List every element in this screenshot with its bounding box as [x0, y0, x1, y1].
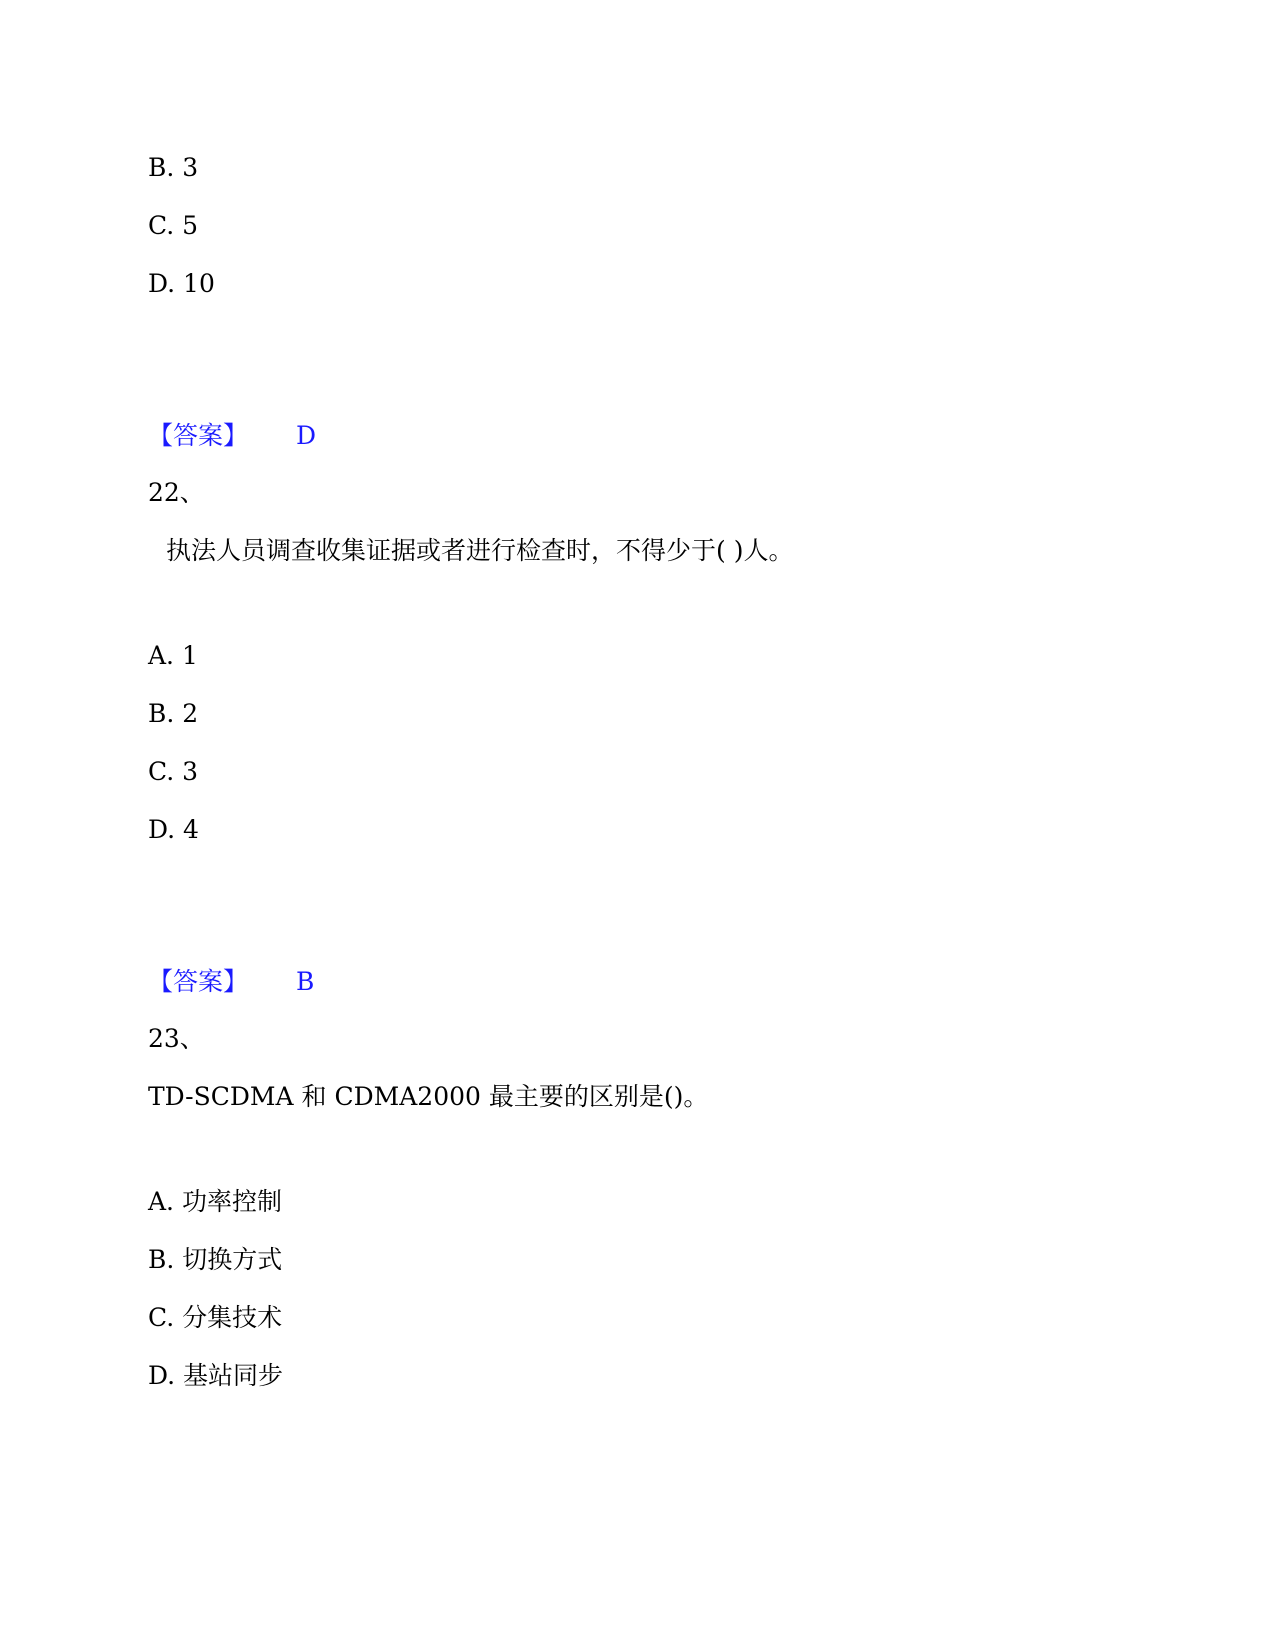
option-b: B. 2 — [148, 699, 199, 728]
option-c: C. 3 — [148, 757, 199, 786]
option-c: C. 5 — [148, 211, 199, 240]
question-stem: 执法人员调查收集证据或者进行检查时，不得少于( )人。 — [166, 536, 794, 565]
answer-label: 【答案】 — [148, 421, 249, 450]
answer-row — [148, 420, 316, 452]
answer-value: B — [296, 967, 315, 996]
option-b: B. 切换方式 — [148, 1245, 283, 1274]
option-b: B. 3 — [148, 153, 199, 182]
option-d: D. 10 — [148, 269, 215, 298]
answer-value: D — [296, 421, 317, 450]
option-d: D. 4 — [148, 815, 199, 844]
question-number: 22、 — [148, 478, 205, 507]
question-number: 23、 — [148, 1024, 205, 1053]
option-c: C. 分集技术 — [148, 1303, 283, 1332]
answer-label: 【答案】 — [148, 967, 249, 996]
option-a: A. 功率控制 — [148, 1187, 282, 1216]
option-a: A. 1 — [148, 641, 198, 670]
answer-row — [148, 966, 314, 998]
question-stem: TD-SCDMA 和 CDMA2000 最主要的区别是()。 — [148, 1082, 709, 1111]
option-d: D. 基站同步 — [148, 1361, 284, 1390]
